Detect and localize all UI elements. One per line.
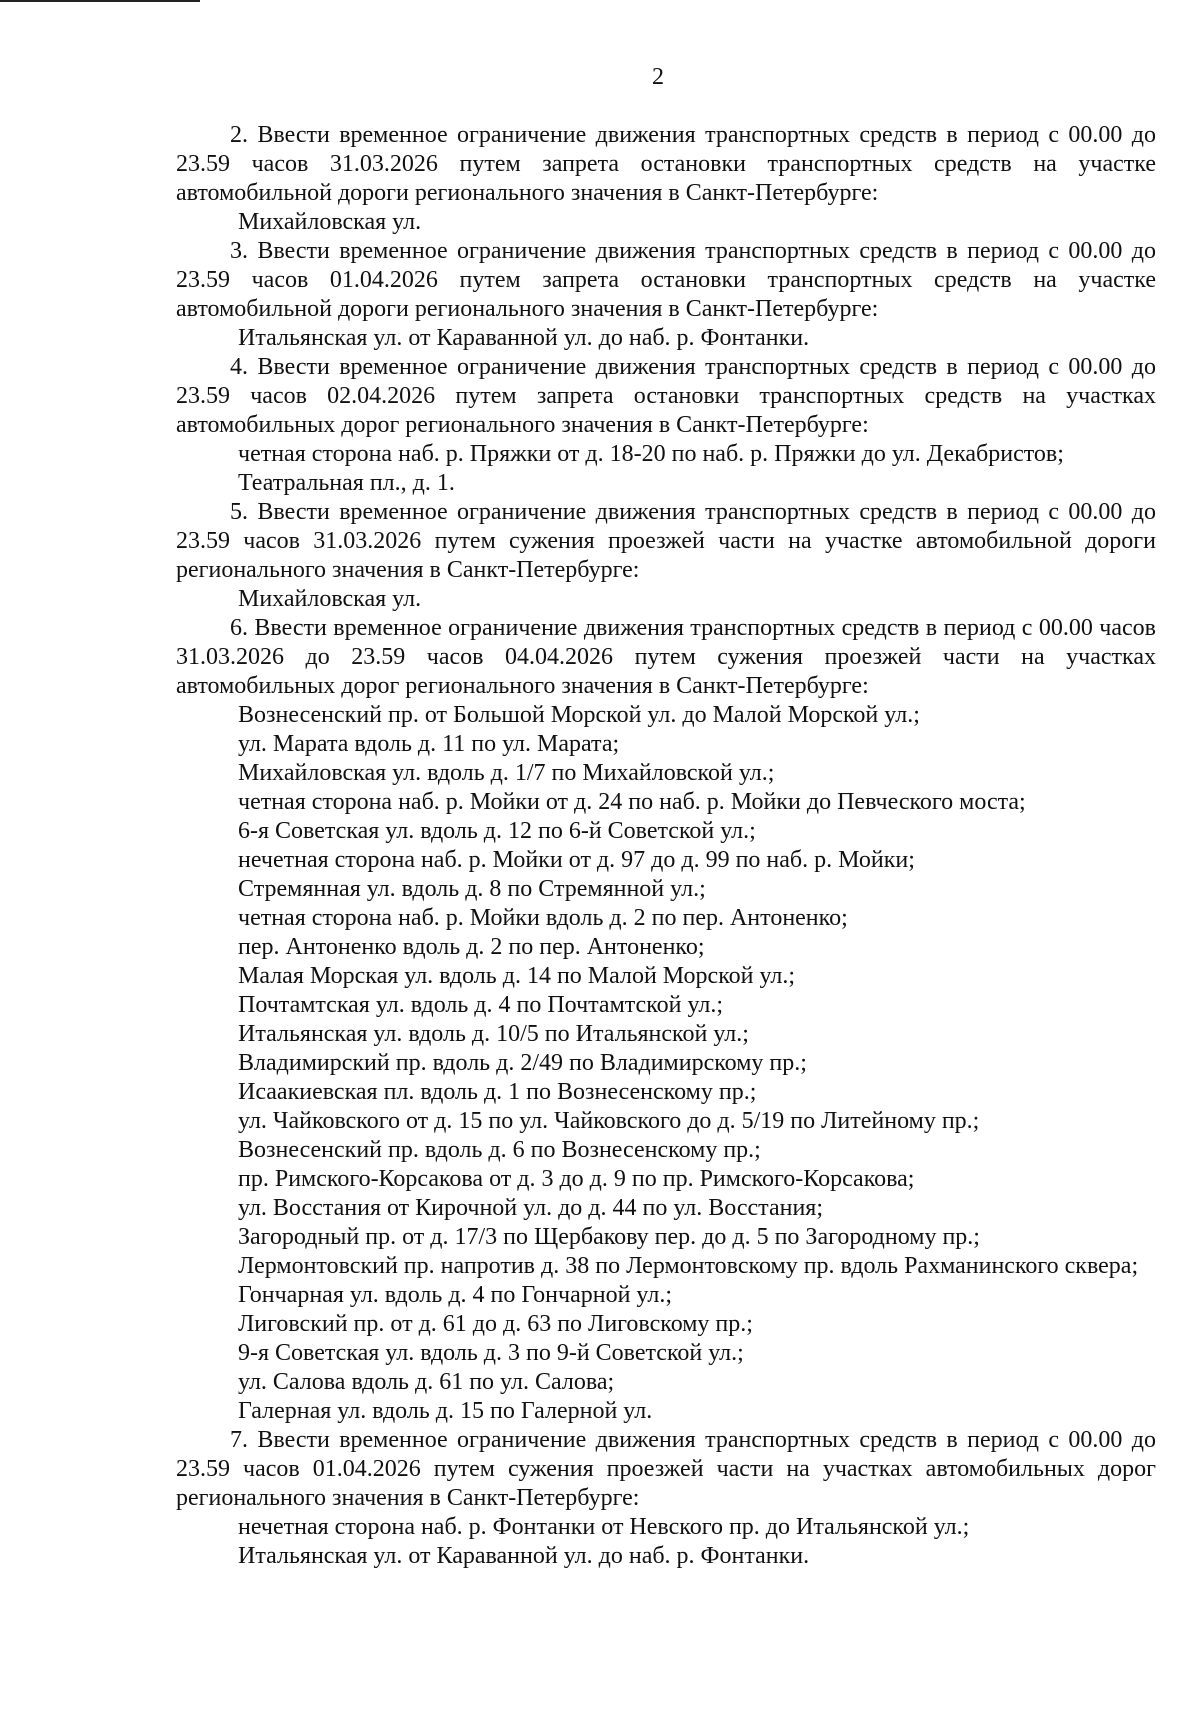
list-item: Исаакиевская пл. вдоль д. 1 по Вознесенскому пр.; <box>238 1079 757 1105</box>
list-item: 6-я Советская ул. вдоль д. 12 по 6-й Советской ул.; <box>238 818 756 844</box>
list-item: пр. Римского-Корсакова от д. 3 до д. 9 по пр. Римского-Корсакова; <box>238 1166 915 1192</box>
paragraph-6: 6. Ввести временное ограничение движения транспортных средств в период с 00.00 часов 31.03.2026 до 23.59 часов 04.04.2026 путем сужения проезжей части на участках автомобильных дорог регионального значения в Санкт-Петербурге: <box>176 615 1156 699</box>
list-item: Михайловская ул. <box>238 586 422 612</box>
paragraph-7: 7. Ввести временное ограничение движения транспортных средств в период с 00.00 до 23.59 часов 01.04.2026 путем сужения проезжей части на участках автомобильных дорог регионального значения в Санкт-Петербурге: <box>176 1427 1156 1511</box>
document-body <box>176 121 1156 1571</box>
list-item: Итальянская ул. от Караванной ул. до наб. р. Фонтанки. <box>238 1543 810 1569</box>
list-item: Стремянная ул. вдоль д. 8 по Стремянной ул.; <box>238 876 706 902</box>
list-item: Михайловская ул. вдоль д. 1/7 по Михайловской ул.; <box>238 760 775 786</box>
paragraph-2: 2. Ввести временное ограничение движения транспортных средств в период с 00.00 до 23.59 часов 31.03.2026 путем запрета остановки транспортных средств на участке автомобильной дороги регионального значения в Санкт-Петербурге: <box>176 122 1156 206</box>
list-item: нечетная сторона наб. р. Мойки от д. 97 до д. 99 по наб. р. Мойки; <box>238 847 915 873</box>
list-item: Загородный пр. от д. 17/3 по Щербакову пер. до д. 5 по Загородному пр.; <box>238 1224 980 1250</box>
paragraph-5: 5. Ввести временное ограничение движения транспортных средств в период с 00.00 до 23.59 часов 31.03.2026 путем сужения проезжей части на участке автомобильной дороги регионального значения в Санкт-Петербурге: <box>176 499 1156 583</box>
list-item: Итальянская ул. от Караванной ул. до наб. р. Фонтанки. <box>238 325 810 351</box>
list-item: ул. Салова вдоль д. 61 по ул. Салова; <box>238 1369 615 1395</box>
list-item: Почтамтская ул. вдоль д. 4 по Почтамтской ул.; <box>238 992 724 1018</box>
page-number: 2 <box>652 64 664 90</box>
list-item: ул. Марата вдоль д. 11 по ул. Марата; <box>238 731 620 757</box>
list-item: Вознесенский пр. вдоль д. 6 по Вознесенскому пр.; <box>238 1137 761 1163</box>
list-item: Театральная пл., д. 1. <box>238 470 455 496</box>
list-item: Лиговский пр. от д. 61 до д. 63 по Лиговскому пр.; <box>238 1311 753 1337</box>
list-item: Галерная ул. вдоль д. 15 по Галерной ул. <box>238 1398 653 1424</box>
paragraph-4: 4. Ввести временное ограничение движения транспортных средств в период с 00.00 до 23.59 часов 02.04.2026 путем запрета остановки транспортных средств на участках автомобильных дорог регионального значения в Санкт-Петербурге: <box>176 354 1156 438</box>
list-item: ул. Чайковского от д. 15 по ул. Чайковского до д. 5/19 по Литейному пр.; <box>238 1108 980 1134</box>
list-item: ул. Восстания от Кирочной ул. до д. 44 по ул. Восстания; <box>238 1195 823 1221</box>
list-item: Гончарная ул. вдоль д. 4 по Гончарной ул.; <box>238 1282 673 1308</box>
list-item: нечетная сторона наб. р. Фонтанки от Невского пр. до Итальянской ул.; <box>238 1514 970 1540</box>
list-item: Вознесенский пр. от Большой Морской ул. до Малой Морской ул.; <box>238 702 920 728</box>
list-item: Малая Морская ул. вдоль д. 14 по Малой Морской ул.; <box>238 963 796 989</box>
list-item: четная сторона наб. р. Пряжки от д. 18-20 по наб. р. Пряжки до ул. Декабристов; <box>238 441 1064 467</box>
list-item: Итальянская ул. вдоль д. 10/5 по Итальянской ул.; <box>238 1021 749 1047</box>
scan-edge-mark <box>0 0 200 2</box>
list-item: Михайловская ул. <box>238 209 422 235</box>
list-item: Лермонтовский пр. напротив д. 38 по Лермонтовскому пр. вдоль Рахманинского сквера; <box>238 1253 1139 1279</box>
list-item: пер. Антоненко вдоль д. 2 по пер. Антоненко; <box>238 934 705 960</box>
paragraph-3: 3. Ввести временное ограничение движения транспортных средств в период с 00.00 до 23.59 часов 01.04.2026 путем запрета остановки транспортных средств на участке автомобильной дороги регионального значения в Санкт-Петербурге: <box>176 238 1156 322</box>
list-item: четная сторона наб. р. Мойки от д. 24 по наб. р. Мойки до Певческого моста; <box>238 789 1026 815</box>
list-item: 9-я Советская ул. вдоль д. 3 по 9-й Советской ул.; <box>238 1340 744 1366</box>
list-item: Владимирский пр. вдоль д. 2/49 по Владимирскому пр.; <box>238 1050 807 1076</box>
list-item: четная сторона наб. р. Мойки вдоль д. 2 по пер. Антоненко; <box>238 905 848 931</box>
